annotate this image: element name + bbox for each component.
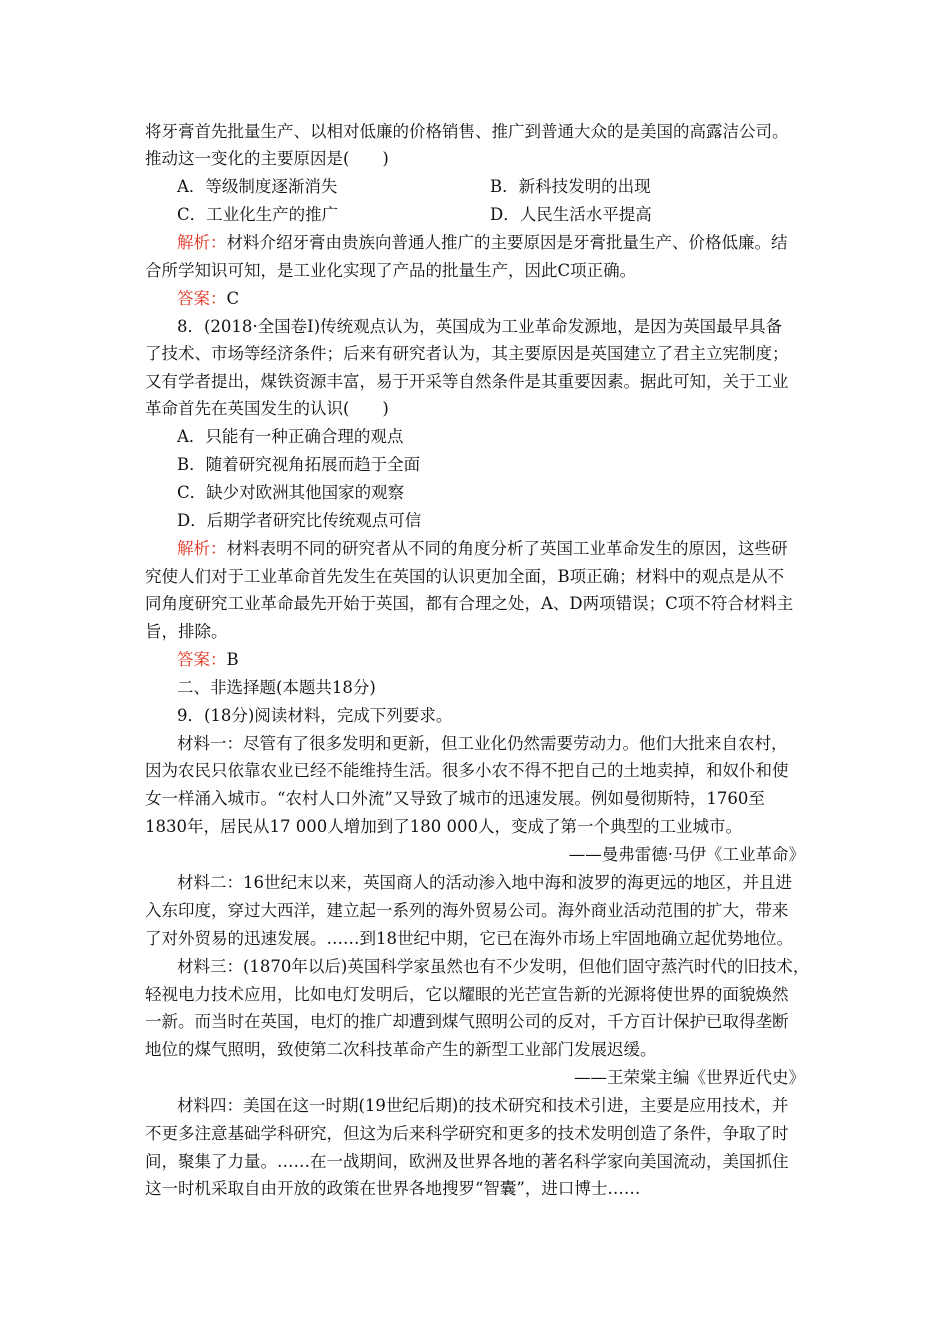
- q8-stem-line-1: 8．(2018·全国卷Ⅰ)传统观点认为，英国成为工业革命发源地，是因为英国最早具备: [177, 317, 783, 336]
- q8-analysis-line-1: [177, 538, 788, 560]
- q8-analysis-text-1: 材料表明不同的研究者从不同的角度分析了英国工业革命发生的原因，这些研: [226, 539, 788, 558]
- q8-stem-line-4: 革命首先在英国发生的认识( ): [145, 399, 389, 418]
- q7-analysis-label: 解析：: [177, 233, 227, 252]
- q7-analysis-text-1: 材料介绍牙膏由贵族向普通人推广的主要原因是牙膏批量生产、价格低廉。结: [226, 233, 788, 252]
- q9-material1-line-2: 因为农民只依靠农业已经不能维持生活。很多小农不得不把自己的土地卖掉，和奴仆和使: [145, 761, 789, 780]
- q9-material2-line-2: 入东印度，穿过大西洋，建立起一系列的海外贸易公司。海外商业活动范围的扩大，带来: [145, 901, 789, 920]
- q9-material1-line-4: 1830年，居民从17 000人增加到了180 000人，变成了第一个典型的工业城市。: [145, 817, 742, 836]
- q8-analysis-line-4: 旨，排除。: [145, 622, 228, 641]
- q8-answer-label: 答案：: [177, 650, 227, 669]
- q9-material4-line-4: 这一时机采取自由开放的政策在世界各地搜罗“智囊”，进口博士……: [145, 1179, 641, 1198]
- q9-material4-line-3: 间，聚集了力量。……在一战期间，欧洲及世界各地的著名科学家向美国流动，美国抓住: [145, 1152, 789, 1171]
- q9-material1-line-3: 女一样涌入城市。“农村人口外流”又导致了城市的迅速发展。例如曼彻斯特，1760至: [145, 789, 765, 808]
- q8-option-c: C．缺少对欧洲其他国家的观察: [177, 483, 405, 502]
- q7-analysis-line-2: 合所学知识可知，是工业化实现了产品的批量生产，因此C项正确。: [145, 261, 637, 280]
- q9-material3-line-4: 地位的煤气照明，致使第二次科技革命产生的新型工业部门发展迟缓。: [145, 1040, 657, 1059]
- section-title: 二、非选择题(本题共18分): [177, 678, 376, 697]
- q8-option-b: B．随着研究视角拓展而趋于全面: [177, 455, 421, 474]
- q9-material4-line-2: 不更多注意基础学科研究，但这为后来科学研究和更多的技术发明创造了条件，争取了时: [145, 1124, 789, 1143]
- q7-analysis-line-1: [177, 232, 788, 254]
- q9-material3-line-2: 轻视电力技术应用，比如电灯发明后，它以耀眼的光芒宣告新的光源将使世界的面貌焕然: [145, 985, 789, 1004]
- q8-stem-line-2: 了技术、市场等经济条件；后来有研究者认为，其主要原因是英国建立了君主立宪制度；: [145, 344, 789, 363]
- q7-answer-value: C: [226, 289, 240, 308]
- q7-answer-label: 答案：: [177, 289, 227, 308]
- q7-option-c: C．工业化生产的推广: [177, 205, 339, 224]
- q7-option-d: D．人民生活水平提高: [490, 205, 652, 224]
- q9-material3-source: ——王荣棠主编《世界近代史》: [574, 1068, 805, 1087]
- q7-option-a: A．等级制度逐渐消失: [177, 177, 338, 196]
- q7-answer: [177, 288, 239, 310]
- q9-material2-line-3: 了对外贸易的迅速发展。……到18世纪中期，它已在海外市场上牢固地确立起优势地位。: [145, 929, 793, 948]
- q9-material2-line-1: 材料二：16世纪末以来，英国商人的活动渗入地中海和波罗的海更远的地区，并且进: [177, 873, 792, 892]
- q9-material1-source: ——曼弗雷德·马伊《工业革命》: [568, 845, 805, 864]
- q9-material4-line-1: 材料四：美国在这一时期(19世纪后期)的技术研究和技术引进，主要是应用技术，并: [177, 1096, 789, 1115]
- q8-analysis-line-3: 同角度研究工业革命最先开始于英国，都有合理之处，A、D两项错误；C项不符合材料主: [145, 594, 794, 613]
- q8-answer: [177, 649, 239, 671]
- q7-option-b: B．新科技发明的出现: [490, 177, 651, 196]
- q9-material1-line-1: 材料一：尽管有了很多发明和更新，但工业化仍然需要劳动力。他们大批来自农村，: [177, 734, 788, 753]
- q9-material3-line-1: 材料三：(1870年以后)英国科学家虽然也有不少发明，但他们固守蒸汽时代的旧技术，: [177, 957, 810, 976]
- q9-material3-line-3: 一新。而当时在英国，电灯的推广却遭到煤气照明公司的反对，千方百计保护已取得垄断: [145, 1012, 789, 1031]
- q8-analysis-label: 解析：: [177, 539, 227, 558]
- q8-option-d: D．后期学者研究比传统观点可信: [177, 511, 422, 530]
- q7-stem-line-2: 推动这一变化的主要原因是( ): [145, 149, 389, 168]
- q8-stem-line-3: 又有学者提出，煤铁资源丰富，易于开采等自然条件是其重要因素。据此可知，关于工业: [145, 372, 789, 391]
- q8-answer-value: B: [226, 650, 239, 669]
- q8-option-a: A．只能有一种正确合理的观点: [177, 427, 404, 446]
- q9-stem: 9．(18分)阅读材料，完成下列要求。: [177, 706, 453, 725]
- q8-analysis-line-2: 究使人们对于工业革命首先发生在英国的认识更加全面，B项正确；材料中的观点是从不: [145, 567, 785, 586]
- q7-stem-line-1: 将牙膏首先批量生产、以相对低廉的价格销售、推广到普通大众的是美国的高露洁公司。: [145, 122, 789, 141]
